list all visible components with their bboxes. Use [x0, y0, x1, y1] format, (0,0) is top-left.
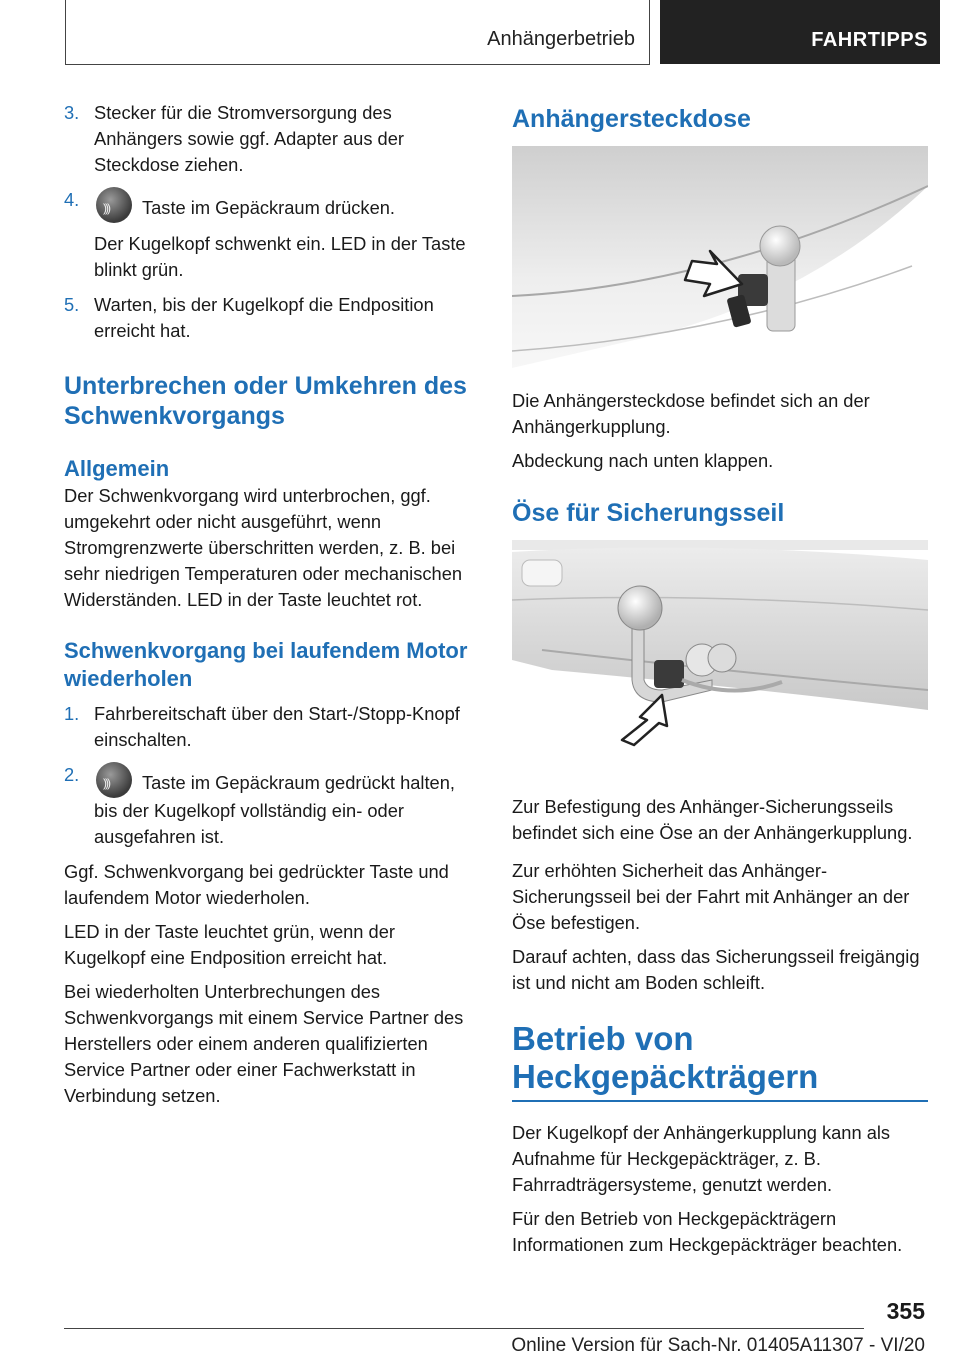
header-section-title: Anhängerbetrieb	[487, 28, 635, 50]
page-number: 355	[886, 1298, 925, 1324]
step-2	[64, 762, 480, 850]
step-number: 3.	[64, 102, 80, 123]
right-column	[512, 100, 928, 1258]
footer-rule	[64, 1328, 864, 1329]
step-subtext: Der Kugelkopf schwenkt ein. LED in der Taste blinkt grün.	[94, 233, 466, 280]
tailgate-button-icon	[96, 762, 132, 798]
step-number: 5.	[64, 294, 80, 315]
step-5	[64, 292, 480, 344]
header-rule	[65, 64, 650, 65]
paragraph-rack-1: Der Kugelkopf der Anhängerkupplung kann als Aufnahme für Heckgepäckträger, z. B. Fahrradträgersysteme, genutzt werden.	[512, 1122, 891, 1195]
heading-eye: Öse für Sicherungsseil	[512, 499, 785, 527]
paragraph-eye-2: Zur erhöhten Sicherheit das Anhänger-Sicherungsseil bei der Fahrt mit Anhänger an der Öse befestigen.	[512, 860, 910, 933]
heading-repeat: Schwenkvorgang bei laufendem Motor wiederholen	[64, 638, 468, 691]
paragraph-eye-1: Zur Befestigung des Anhänger-Sicherungsseils befindet sich eine Öse an der Anhängerkupplung.	[512, 796, 913, 843]
step-number: 2.	[64, 764, 80, 785]
step-text: Stecker für die Stromversorgung des Anhängers sowie ggf. Adapter aus der Steckdose ziehen.	[94, 102, 404, 175]
paragraph-rack-2: Für den Betrieb von Heckgepäckträgern Informationen zum Heckgepäckträger beachten.	[512, 1208, 903, 1255]
paragraph-socket-1: Die Anhängersteckdose befindet sich an der Anhängerkupplung.	[512, 390, 870, 437]
left-column	[64, 100, 480, 1109]
socket-illustration-svg	[512, 146, 928, 368]
heading-socket: Anhängersteckdose	[512, 105, 751, 133]
paragraph-repeat-3: Bei wiederholten Unterbrechungen des Schwenkvorgangs mit einem Service Partner des Herstellers oder einem anderen qualifizierten Service Partner oder einer Fachwerkstatt in Verbindung setzen.	[64, 981, 464, 1106]
header-frame-right	[649, 0, 650, 64]
eye-illustration	[512, 540, 928, 762]
heading-general: Allgemein	[64, 456, 170, 481]
eye-illustration-svg	[512, 540, 928, 762]
socket-illustration	[512, 146, 928, 368]
step-text: Taste im Gepäckraum drücken.	[142, 197, 395, 218]
footer-version-text: Online Version für Sach-Nr. 01405A11307 - VI/20	[511, 1335, 925, 1356]
heading-interrupt: Unterbrechen oder Umkehren des Schwenkvorgangs	[64, 372, 467, 430]
header-frame-left	[65, 0, 66, 64]
step-number: 4.	[64, 189, 80, 210]
tailgate-button-icon	[96, 187, 132, 223]
step-text: Taste im Gepäckraum gedrückt halten, bis der Kugelkopf vollständig ein- oder ausgefahren ist.	[94, 772, 455, 847]
step-1	[64, 701, 480, 753]
paragraph-general: Der Schwenkvorgang wird unterbrochen, ggf. umgekehrt oder nicht ausgeführt, wenn Stromgrenzwerte überschritten werden, z. B. bei sehr niedrigen Temperaturen oder mechanischen Widerständen. LED in der Taste leuchtet rot.	[64, 485, 463, 610]
paragraph-repeat-1: Ggf. Schwenkvorgang bei gedrückter Taste und laufendem Motor wiederholen.	[64, 861, 449, 908]
paragraph-repeat-2: LED in der Taste leuchtet grün, wenn der Kugelkopf eine Endposition erreicht hat.	[64, 921, 395, 968]
paragraph-socket-2: Abdeckung nach unten klappen.	[512, 450, 774, 471]
step-3	[64, 100, 480, 178]
step-text: Fahrbereitschaft über den Start-/Stopp-Knopf einschalten.	[94, 703, 460, 750]
header-chapter-tab[interactable]: FAHRTIPPS	[660, 0, 940, 64]
step-4	[64, 187, 480, 283]
step-text: Warten, bis der Kugelkopf die Endposition erreicht hat.	[94, 294, 434, 341]
heading-rack: Betrieb von Heckgepäckträgern	[512, 1020, 819, 1095]
paragraph-eye-3: Darauf achten, dass das Sicherungsseil freigängig ist und nicht am Boden schleift.	[512, 946, 920, 993]
step-number: 1.	[64, 703, 80, 724]
